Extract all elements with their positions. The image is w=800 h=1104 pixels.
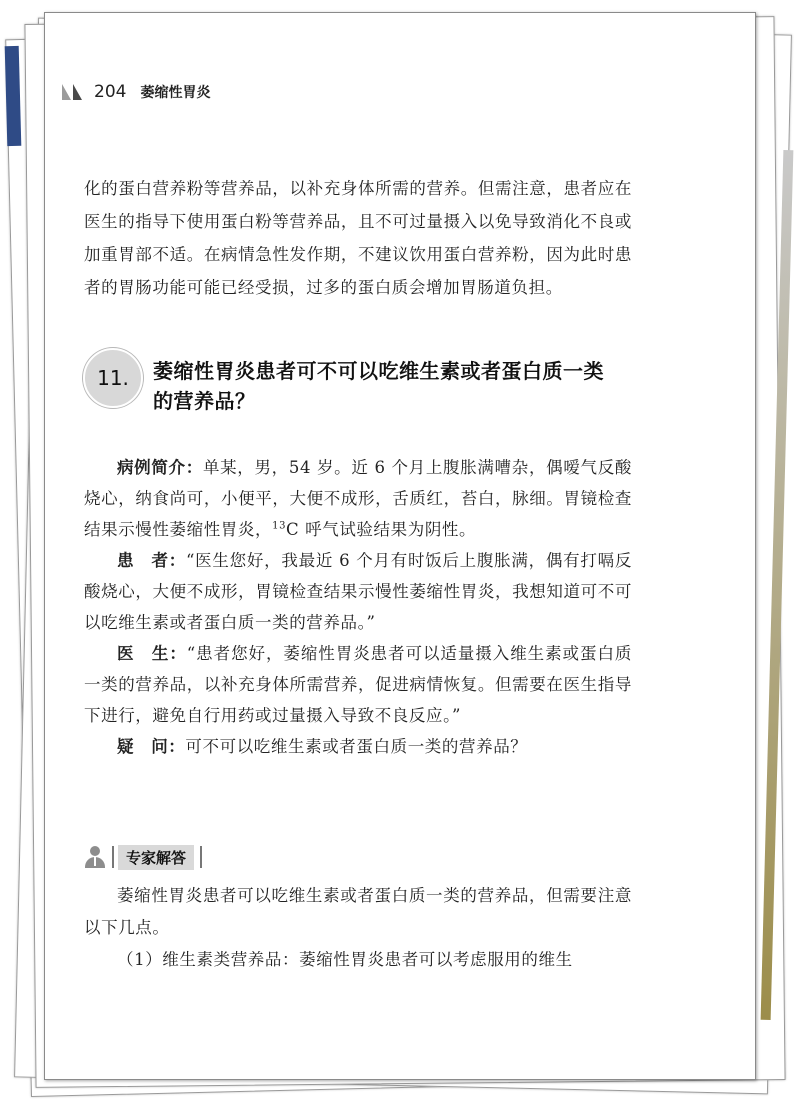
expert-answer-body — [84, 880, 632, 976]
header-corner-icon — [62, 84, 84, 100]
patient-label: 患 者： — [117, 551, 186, 570]
case-section — [84, 452, 632, 762]
divider — [112, 846, 114, 868]
book-title: 萎缩性胃炎 — [140, 85, 211, 101]
query-text: 可不可以吃维生素或者蛋白质一类的营养品？ — [185, 737, 528, 756]
case-intro — [84, 452, 632, 545]
query-label: 疑 问： — [117, 737, 186, 756]
question-title: 萎缩性胃炎患者可不可以吃维生素或者蛋白质一类的营养品？ — [153, 359, 604, 413]
patient-text: “医生您好，我最近 6 个月有时饭后上腹胀满，偶有打嗝反酸烧心，大便不成形，胃镜检查结果示慢性萎缩性胃炎，我想知道可不可以吃维生素或者蛋白质一类的营养品。” — [84, 551, 632, 632]
patient-statement — [84, 545, 632, 638]
expert-answer-header — [84, 844, 202, 870]
doctor-avatar-icon — [84, 845, 106, 869]
doctor-label: 医 生： — [117, 644, 187, 663]
answer-paragraph-2: （1）维生素类营养品：萎缩性胃炎患者可以考虑服用的维生 — [117, 950, 573, 969]
page-number: 204 — [94, 82, 127, 102]
expert-answer-label: 专家解答 — [118, 845, 194, 870]
case-intro-text: 单某，男，54 岁。近 6 个月上腹胀满嘈杂，偶嗳气反酸烧心，纳食尚可，小便平，大便不成形，舌质红，苔白，脉细。胃镜检查结果示慢性萎缩性胃炎， — [84, 458, 633, 539]
isotope-superscript: 13 — [272, 520, 287, 532]
doctor-text: “患者您好，萎缩性胃炎患者可以适量摄入维生素或蛋白质一类的营养品，以补充身体所需营养，促进病情恢复。但需要在医生指导下进行，避免自行用药或过量摄入导致不良反应。” — [84, 644, 632, 725]
case-intro-text-end: C 呼气试验结果为阴性。 — [286, 520, 477, 539]
query-statement — [84, 731, 632, 762]
doctor-statement — [84, 638, 632, 731]
case-intro-label: 病例简介： — [117, 458, 203, 477]
divider — [200, 846, 202, 868]
intro-paragraph: 化的蛋白营养粉等营养品，以补充身体所需的营养。但需注意，患者应在医生的指导下使用蛋白粉等营养品，且不可过量摄入以免导致消化不良或加重胃部不适。在病情急性发作期，不建议饮用蛋白营养粉，因为此时患者的胃肠功能可能已经受损，过多的蛋白质会增加胃肠道负担。 — [84, 179, 632, 297]
running-header — [62, 82, 210, 102]
answer-paragraph-1: 萎缩性胃炎患者可以吃维生素或者蛋白质一类的营养品，但需要注意以下几点。 — [84, 886, 632, 937]
question-heading — [83, 348, 643, 416]
book-cover-edge — [5, 46, 22, 146]
question-number-badge: 11. — [83, 348, 143, 408]
